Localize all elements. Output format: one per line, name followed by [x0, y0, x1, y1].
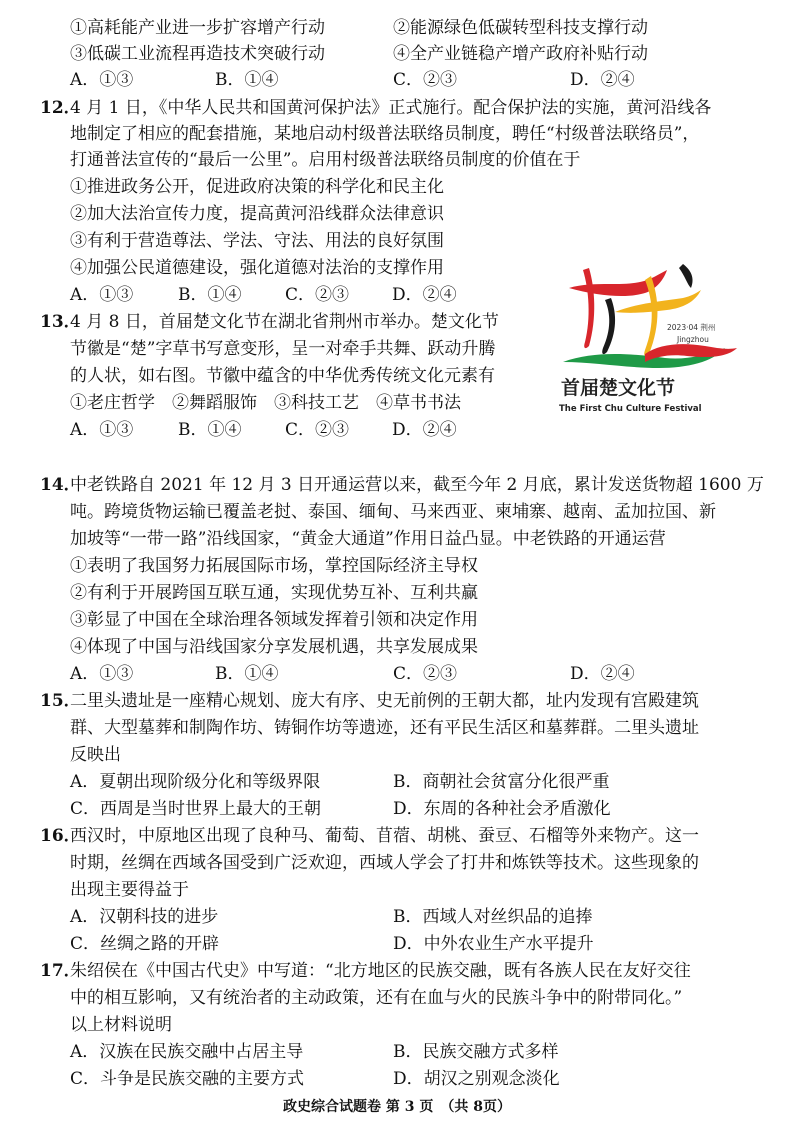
q14-stem-line-3: 加坡等“一带一路”沿线国家，“黄金大通道”作用日益凸显。中老铁路的开通运营 [70, 529, 666, 549]
q11-option-d[interactable]: D．②④ [570, 70, 635, 90]
q14-option-c[interactable]: C．②③ [393, 664, 458, 684]
q16-number: 16． [40, 826, 81, 846]
q11-statement-1: ①高耗能产业进一步扩容增产行动 [70, 18, 325, 38]
q14-statement-2: ②有利于开展跨国互联互通，实现优势互补、互利共赢 [70, 583, 478, 603]
q13-option-d[interactable]: D．②④ [392, 420, 457, 440]
q14-option-b[interactable]: B．①④ [215, 664, 279, 684]
q14-number: 14． [40, 475, 81, 495]
q11-option-a[interactable]: A．①③ [70, 70, 134, 90]
q12-option-d[interactable]: D．②④ [392, 285, 457, 305]
q12-statement-3: ③有利于营造尊法、学法、守法、用法的良好氛围 [70, 231, 444, 251]
q16-option-c[interactable]: C．丝绸之路的开辟 [70, 934, 220, 954]
q13-statements: ①老庄哲学 ②舞蹈服饰 ③科技工艺 ④草书书法 [70, 393, 461, 413]
q15-stem-line-1: 二里头遗址是一座精心规划、庞大有序、史无前例的王朝大都，址内发现有宫殿建筑 [70, 691, 699, 711]
q15-option-c[interactable]: C．西周是当时世界上最大的王朝 [70, 799, 322, 819]
q12-stem-line-1: 4 月 1 日，《中华人民共和国黄河保护法》正式施行。配合保护法的实施，黄河沿线各 [70, 98, 712, 118]
q13-option-c[interactable]: C．②③ [285, 420, 350, 440]
q14-statement-1: ①表明了我国努力拓展国际市场，掌控国际经济主导权 [70, 556, 478, 576]
q12-option-c[interactable]: C．②③ [285, 285, 350, 305]
q15-option-a[interactable]: A．夏朝出现阶级分化和等级界限 [70, 772, 321, 792]
q14-statement-3: ③彰显了中国在全球治理各领域发挥着引领和决定作用 [70, 610, 478, 630]
q11-option-c[interactable]: C．②③ [393, 70, 458, 90]
q14-stem-line-2: 吨。跨境货物运输已覆盖老挝、泰国、缅甸、马来西亚、柬埔寨、越南、孟加拉国、新 [70, 502, 716, 522]
q16-option-a[interactable]: A．汉朝科技的进步 [70, 907, 219, 927]
q11-statement-2: ②能源绿色低碳转型科技支撑行动 [393, 18, 648, 38]
logo-black-stroke [602, 298, 615, 354]
q15-option-b[interactable]: B．商朝社会贫富分化很严重 [393, 772, 610, 792]
logo-city-text: Jingzhou [677, 335, 709, 344]
q11-statement-3: ③低碳工业流程再造技术突破行动 [70, 44, 325, 64]
q17-option-c[interactable]: C．斗争是民族交融的主要方式 [70, 1069, 305, 1089]
chu-festival-logo [555, 258, 745, 418]
q11-statement-4: ④全产业链稳产增产政府补贴行动 [393, 44, 648, 64]
q17-stem-line-2: 中的相互影响，又有统治者的主动政策，还有在血与火的民族斗争中的附带同化。” [70, 988, 683, 1008]
logo-red-stroke-2 [583, 268, 594, 348]
q17-number: 17． [40, 961, 81, 981]
q17-option-a[interactable]: A．汉族在民族交融中占居主导 [70, 1042, 304, 1062]
q14-stem-line-1: 中老铁路自 2021 年 12 月 3 日开通运营以来，截至今年 2 月底，累计发送货物超 1600 万 [70, 475, 764, 495]
q15-option-d[interactable]: D．东周的各种社会矛盾激化 [393, 799, 611, 819]
q12-statement-2: ②加大法治宣传力度，提高黄河沿线群众法律意识 [70, 204, 444, 224]
q17-stem-line-1: 朱绍侯在《中国古代史》中写道：“北方地区的民族交融，既有各族人民在友好交往 [70, 961, 691, 981]
q11-option-b[interactable]: B．①④ [215, 70, 279, 90]
q13-option-b[interactable]: B．①④ [178, 420, 242, 440]
q12-stem-line-2: 地制定了相应的配套措施，某地启动村级普法联络员制度，聘任“村级普法联络员”， [70, 124, 700, 144]
logo-english-title: The First Chu Culture Festival [559, 404, 702, 414]
q16-stem-line-3: 出现主要得益于 [70, 880, 189, 900]
q12-option-b[interactable]: B．①④ [178, 285, 242, 305]
q13-number: 13． [40, 312, 81, 332]
q12-statement-4: ④加强公民道德建设，强化道德对法治的支撑作用 [70, 258, 444, 278]
q13-stem-line-2: 节徽是“楚”字草书写意变形，呈一对牵手共舞、跃动升腾 [70, 339, 496, 359]
q13-stem-line-3: 的人状，如右图。节徽中蕴含的中华优秀传统文化元素有 [70, 366, 495, 386]
q16-stem-line-2: 时期，丝绸在西域各国受到广泛欢迎，西域人学会了打井和炼铁等技术。这些现象的 [70, 853, 699, 873]
q13-stem-line-1: 4 月 8 日，首届楚文化节在湖北省荆州市举办。楚文化节 [70, 312, 499, 332]
page-footer: 政史综合试题卷 第 3 页 （共 8页） [283, 1099, 511, 1115]
q12-option-a[interactable]: A．①③ [70, 285, 134, 305]
q12-statement-1: ①推进政务公开，促进政府决策的科学化和民主化 [70, 177, 444, 197]
q16-stem-line-1: 西汉时，中原地区出现了良种马、葡萄、苜蓿、胡桃、蚕豆、石榴等外来物产。这一 [70, 826, 699, 846]
logo-black-stroke-2 [679, 264, 693, 288]
q16-option-b[interactable]: B．西域人对丝织品的追捧 [393, 907, 593, 927]
logo-chinese-title: 首届楚文化节 [561, 377, 676, 399]
logo-date-text: 2023·04 荆州 [667, 323, 716, 332]
q15-number: 15． [40, 691, 81, 711]
q15-stem-line-2: 群、大型墓葬和制陶作坊、铸铜作坊等遗迹，还有平民生活区和墓葬群。二里头遗址 [70, 718, 699, 738]
q14-statement-4: ④体现了中国与沿线国家分享发展机遇，共享发展成果 [70, 637, 478, 657]
q17-option-b[interactable]: B．民族交融方式多样 [393, 1042, 559, 1062]
q14-option-a[interactable]: A．①③ [70, 664, 134, 684]
q12-number: 12． [40, 98, 81, 118]
q17-stem-line-3: 以上材料说明 [70, 1015, 172, 1035]
q12-stem-line-3: 打通普法宣传的“最后一公里”。启用村级普法联络员制度的价值在于 [70, 150, 581, 170]
q14-option-d[interactable]: D．②④ [570, 664, 635, 684]
q17-option-d[interactable]: D．胡汉之别观念淡化 [393, 1069, 560, 1089]
q16-option-d[interactable]: D．中外农业生产水平提升 [393, 934, 594, 954]
q13-option-a[interactable]: A．①③ [70, 420, 134, 440]
q15-stem-line-3: 反映出 [70, 745, 121, 765]
